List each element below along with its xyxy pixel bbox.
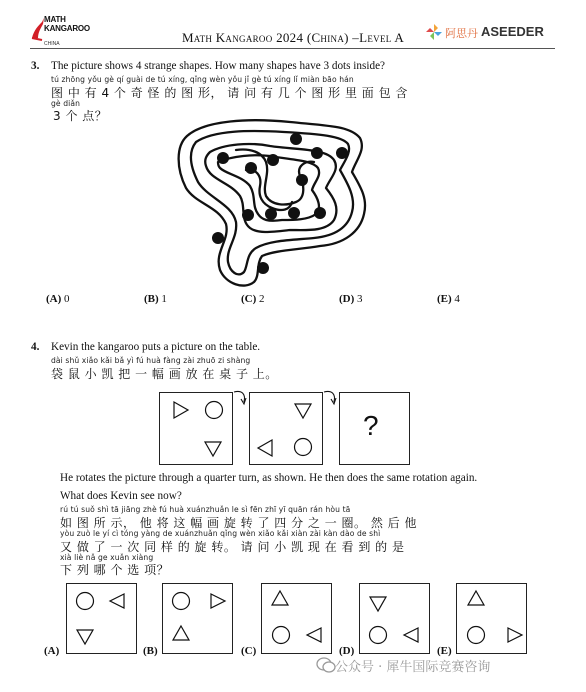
- q3-option-b[interactable]: (B) 1: [144, 293, 167, 305]
- triangle-up-icon: [468, 591, 484, 605]
- question-4-chinese-line4: 下 列 哪 个 选 项？: [60, 563, 170, 577]
- question-mark: ?: [363, 410, 379, 441]
- q3-option-c[interactable]: (C) 2: [241, 293, 265, 305]
- brand-chinese-name: 阿思丹: [445, 27, 478, 40]
- circle-icon: [370, 627, 387, 644]
- circle-icon: [77, 593, 94, 610]
- triangle-down-icon: [370, 597, 386, 611]
- triangle-up-icon: [173, 626, 189, 640]
- brand-name: ASEEDER: [481, 24, 544, 39]
- question-4-pinyin-line2: rú tú suǒ shì tā jiāng zhè fú huà xuánzhuǎn le sì fēn zhī yī quān rán hòu tā: [60, 505, 351, 514]
- question-4-text: Kevin the kangaroo puts a picture on the table.: [51, 341, 261, 353]
- q3-option-e[interactable]: (E) 4: [437, 293, 460, 305]
- triangle-up-icon: [272, 591, 288, 605]
- page-title: Math Kangaroo 2024 (China) –Level A: [181, 30, 405, 45]
- question-4-number: 4.: [31, 341, 40, 353]
- watermark-text: 公众号 · 犀牛国际竞赛咨询: [335, 660, 491, 675]
- circle-icon: [173, 593, 190, 610]
- q4-option-e-label[interactable]: (E): [437, 645, 452, 657]
- logo-subtitle: CHINA: [44, 41, 60, 47]
- q4-option-a-label[interactable]: (A): [44, 645, 60, 657]
- question-3-text: The picture shows 4 strange shapes. How many shapes have 3 dots inside?: [51, 60, 385, 72]
- q4-option-b-label[interactable]: (B): [143, 645, 158, 657]
- triangle-down-icon: [77, 630, 93, 644]
- q3-option-a[interactable]: (A) 0: [46, 293, 70, 305]
- triangle-right-icon: [211, 594, 225, 608]
- question-4-pinyin-line4: xià liè nǎ ge xuǎn xiàng: [60, 553, 154, 562]
- q4-option-c-label[interactable]: (C): [241, 645, 257, 657]
- question-3-pinyin-line1: tú zhōng yǒu gè qí guài de tú xíng, qǐng wèn yǒu jǐ gè tú xíng lǐ miàn bāo hán: [51, 75, 354, 84]
- circle-icon: [468, 627, 485, 644]
- triangle-right-icon: [508, 628, 522, 642]
- question-4-chinese-line3: 又 做 了 一 次 同 样 的 旋 转。 请 问 小 凯 现 在 看 到 的 是: [60, 540, 405, 554]
- question-3-pinyin-line2: gè diǎn: [51, 99, 81, 108]
- question-3-number: 3.: [31, 60, 40, 72]
- question-3-chinese-line1: 图 中 有 4 个 奇 怪 的 图 形， 请 问 有 几 个 图 形 里 面 包 含: [51, 86, 408, 100]
- question-4-pinyin-line1: dài shǔ xiǎo kǎi bǎ yì fú huà fàng zài zhuō zi shàng: [51, 356, 251, 365]
- question-3-chinese-line2: 3 个 点？: [53, 109, 108, 123]
- question-4-text-2: He rotates the picture through a quarter turn, as shown. He then does the same rotation again.: [60, 472, 478, 484]
- triangle-left-icon: [404, 628, 418, 642]
- question-4-pinyin-line3: yòu zuò le yí cì tóng yàng de xuánzhuǎn qǐng wèn xiǎo kǎi xiàn zài kàn dào de shì: [60, 529, 381, 538]
- question-4-text-3: What does Kevin see now?: [60, 490, 182, 502]
- question-4-chinese-line1: 袋 鼠 小 凯 把 一 幅 画 放 在 桌 子 上。: [51, 367, 278, 381]
- q4-option-d-label[interactable]: (D): [339, 645, 355, 657]
- wechat-icon: [316, 656, 336, 674]
- question-4-chinese-line2: 如 图 所 示， 他 将 这 幅 画 旋 转 了 四 分 之 一 圈。 然 后 他: [60, 516, 417, 530]
- triangle-left-icon: [307, 628, 321, 642]
- circle-icon: [273, 627, 290, 644]
- logo-wordmark: MATH KANGAROO: [44, 15, 90, 33]
- q3-option-d[interactable]: (D) 3: [339, 293, 363, 305]
- triangle-left-icon: [110, 594, 124, 608]
